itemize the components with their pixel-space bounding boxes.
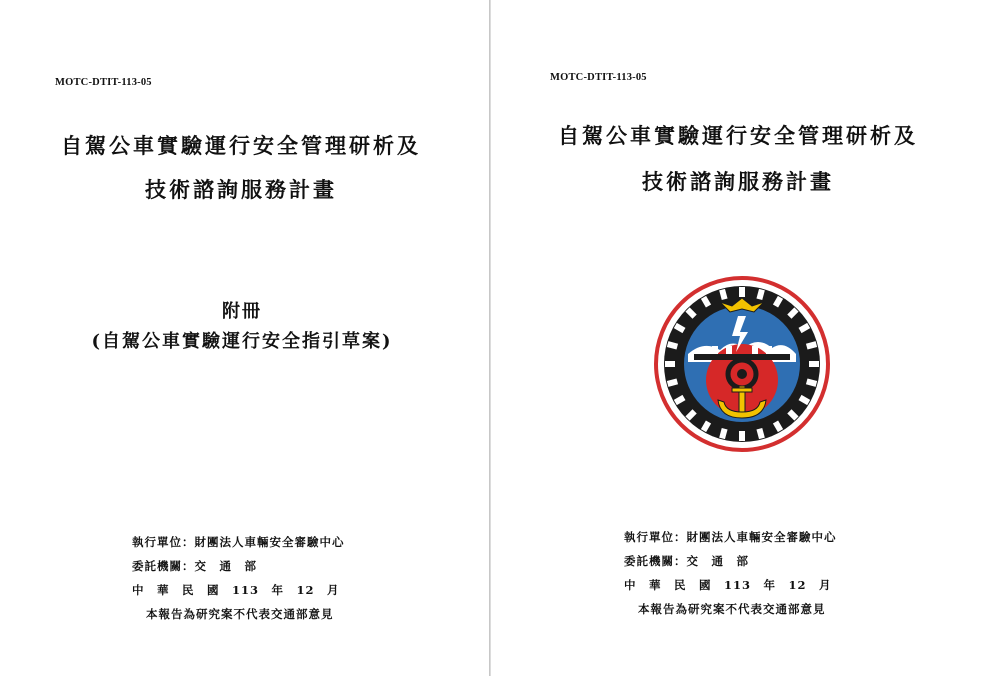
commissioning-agency: 委託機關：交 通 部: [624, 554, 749, 568]
publication-info-block: [132, 530, 345, 626]
report-title-line-2: 技術諮詢服務計畫: [145, 177, 337, 202]
left-cover-page: [0, 0, 490, 676]
report-title-line-1: 自駕公車實驗運行安全管理研析及: [558, 123, 918, 148]
right-cover-page: [491, 0, 981, 676]
disclaimer: 本報告為研究案不代表交通部意見: [638, 602, 826, 616]
appendix-label: 附冊: [222, 301, 262, 322]
publication-date: 中 華 民 國 113 年 12 月: [624, 578, 832, 592]
executing-unit: 執行單位：財團法人車輛安全審驗中心: [132, 535, 345, 549]
report-code: MOTC-DTIT-113-05: [55, 77, 152, 88]
report-code: MOTC-DTIT-113-05: [550, 72, 647, 83]
executing-unit: 執行單位：財團法人車輛安全審驗中心: [624, 530, 837, 544]
appendix-subtitle: (自駕公車實驗運行安全指引草案): [91, 331, 393, 352]
vehicle-safety-emblem-icon: [654, 276, 830, 452]
commissioning-agency: 委託機關：交 通 部: [132, 559, 257, 573]
report-title-line-1: 自駕公車實驗運行安全管理研析及: [61, 133, 421, 158]
publication-date: 中 華 民 國 113 年 12 月: [132, 583, 340, 597]
report-title-line-2: 技術諮詢服務計畫: [642, 169, 834, 194]
disclaimer: 本報告為研究案不代表交通部意見: [146, 607, 334, 621]
publication-info-block: [624, 525, 837, 621]
